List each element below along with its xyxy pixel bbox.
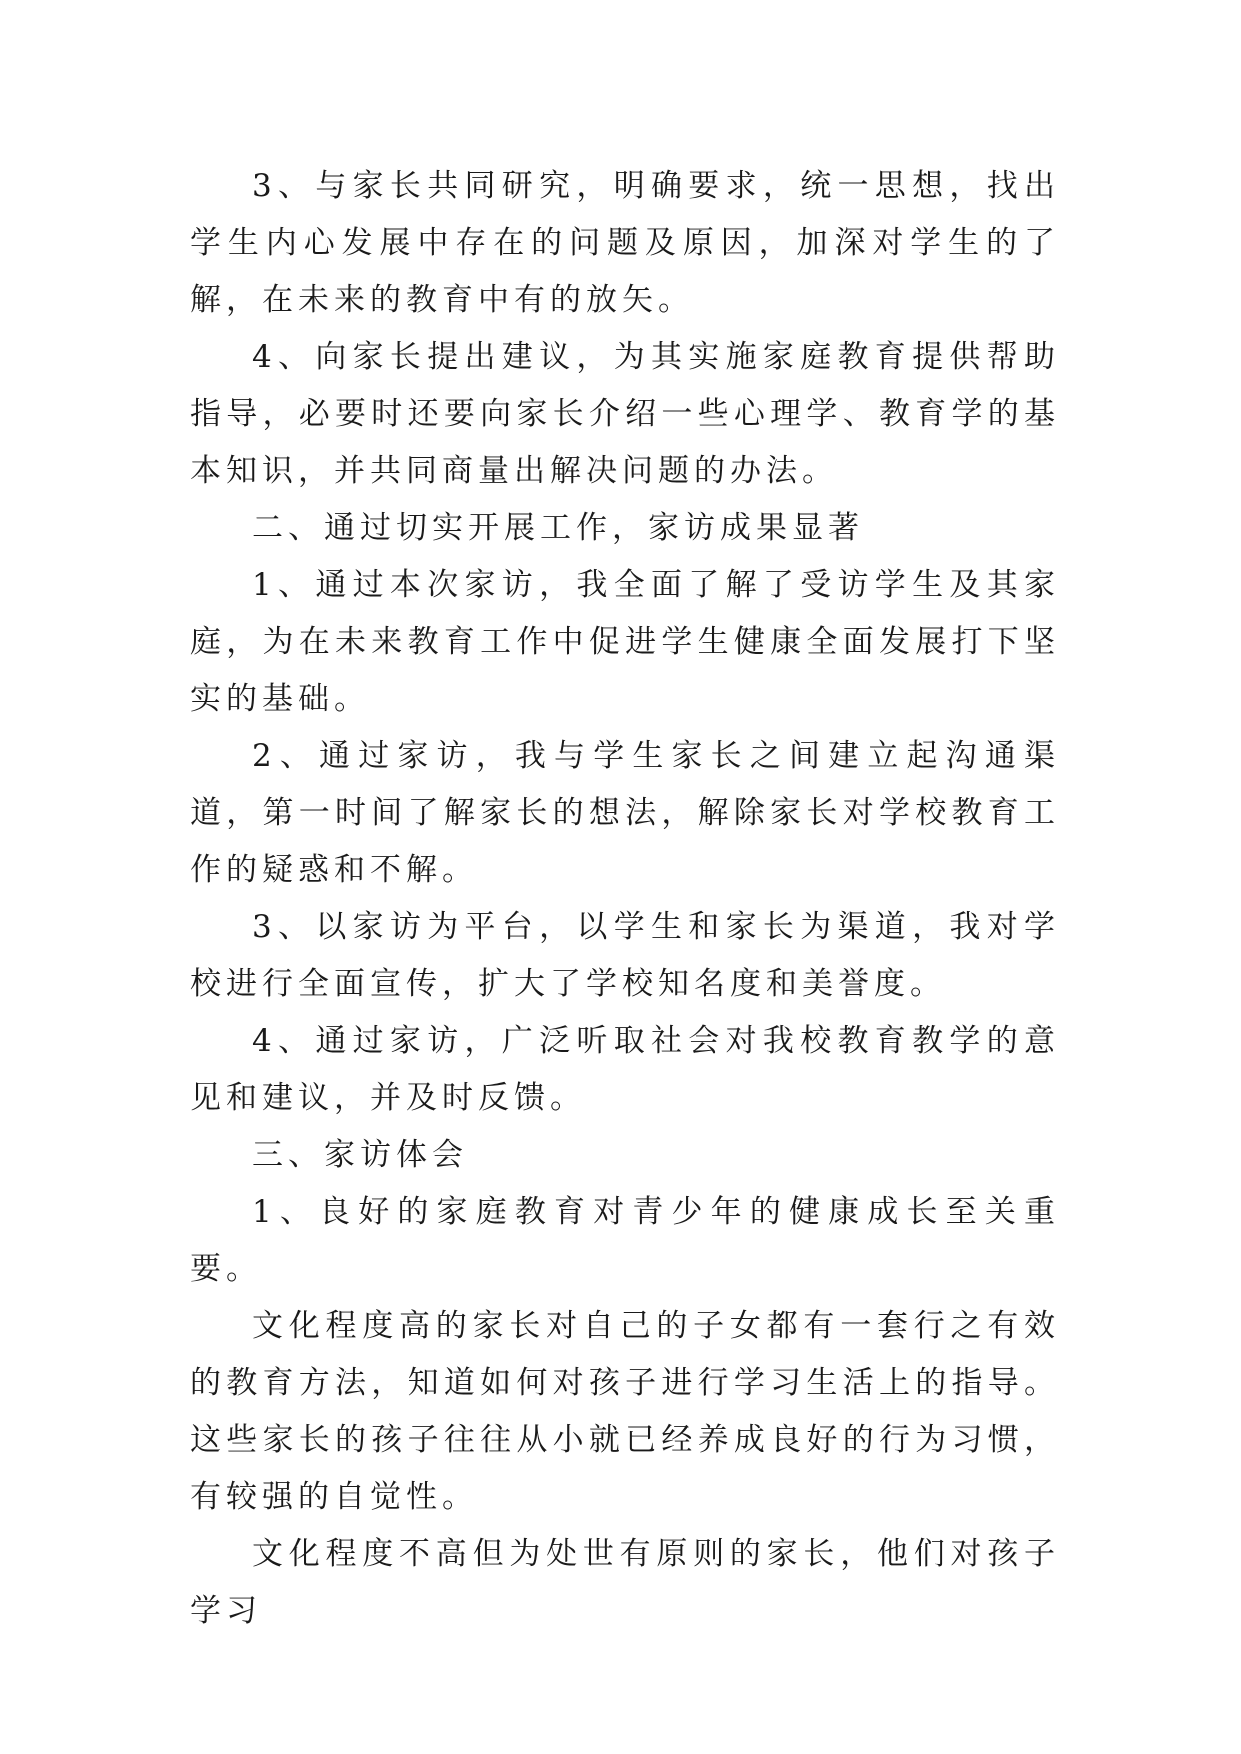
paragraph-result-2: 2、通过家访，我与学生家长之间建立起沟通渠道，第一时间了解家长的想法，解除家长对学校教育工作的疑惑和不解。 — [190, 738, 1060, 888]
paragraph-item-3-research: 3、与家长共同研究，明确要求，统一思想，找出学生内心发展中存在的问题及原因，加深对学生的了解，在未来的教育中有的放矢。 — [190, 168, 1060, 318]
paragraph-less-educated-parents: 文化程度不高但为处世有原则的家长，他们对孩子学习 — [190, 1536, 1060, 1629]
section-heading-results: 二、通过切实开展工作，家访成果显著 — [252, 510, 864, 546]
paragraph-item-4-suggestions: 4、向家长提出建议，为其实施家庭教育提供帮助指导，必要时还要向家长介绍一些心理学、教育学的基本知识，并共同商量出解决问题的办法。 — [190, 339, 1060, 489]
paragraph-result-1: 1、通过本次家访，我全面了解了受访学生及其家庭，为在未来教育工作中促进学生健康全面发展打下坚实的基础。 — [190, 567, 1060, 717]
section-heading-experience: 三、家访体会 — [252, 1137, 468, 1173]
paragraph-result-4: 4、通过家访，广泛听取社会对我校教育教学的意见和建议，并及时反馈。 — [190, 1023, 1060, 1116]
paragraph-educated-parents: 文化程度高的家长对自己的子女都有一套行之有效的教育方法，知道如何对孩子进行学习生活上的指导。这些家长的孩子往往从小就已经养成良好的行为习惯，有较强的自觉性。 — [190, 1308, 1060, 1515]
paragraph-result-3: 3、以家访为平台，以学生和家长为渠道，我对学校进行全面宣传，扩大了学校知名度和美誉度。 — [190, 909, 1060, 1002]
paragraph-experience-1: 1、良好的家庭教育对青少年的健康成长至关重要。 — [190, 1194, 1060, 1287]
document-body — [190, 158, 1060, 1640]
